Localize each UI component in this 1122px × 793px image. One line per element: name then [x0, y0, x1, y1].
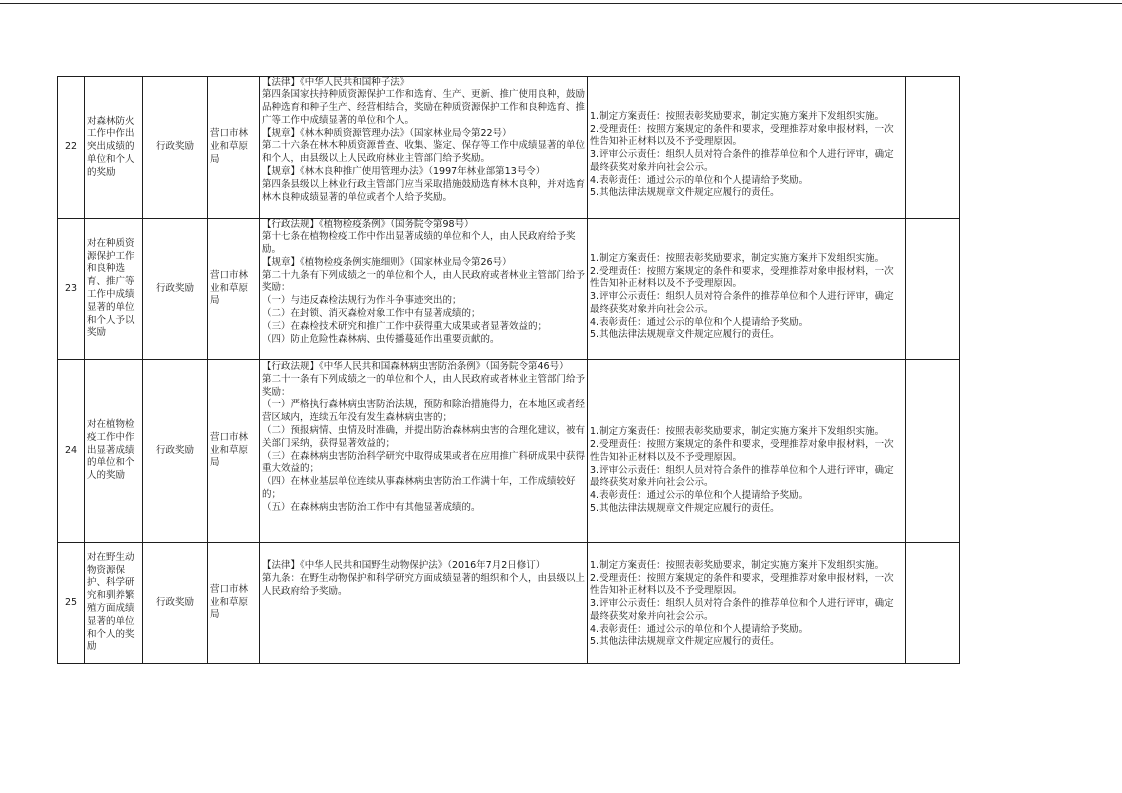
implementing-dept: 营口市林业和草原局 — [208, 543, 260, 664]
responsibility-line: 5.其他法律法规规章文件规定应履行的责任。 — [590, 329, 780, 341]
item-type: 行政奖励 — [143, 219, 208, 360]
responsibility-cell — [588, 360, 906, 543]
item-name: 对森林防火工作中作出突出成绩的单位和个人的奖励 — [85, 77, 143, 219]
responsibility-cell — [588, 77, 906, 219]
legal-basis-line: （三）在森林病虫害防治科学研究中取得成果或者在应用推广科研成果中获得重大效益的； — [262, 450, 585, 475]
implementing-dept: 营口市林业和草原局 — [208, 77, 260, 219]
legal-basis-line: 第二十九条有下列成绩之一的单位和个人，由人民政府或者林业主管部门给予奖励： — [262, 269, 585, 294]
responsibility-line: 4.表彰责任：通过公示的单位和个人提请给予奖励。 — [590, 490, 809, 502]
item-name: 对在种质资源保护工作和良种选育、推广等工作中成绩显著的单位和个人予以奖励 — [85, 219, 143, 360]
row-number: 22 — [58, 77, 85, 219]
responsibility-line: 5.其他法律法规规章文件规定应履行的责任。 — [590, 187, 780, 199]
remarks-cell — [906, 77, 960, 219]
responsibility-line: 1.制定方案责任：按照表彰奖励要求，制定实施方案并下发组织实施。 — [590, 110, 885, 122]
legal-basis-line: 【行政法规】《植物检疫条例》（国务院令第98号） — [262, 218, 474, 230]
legal-basis-cell — [260, 543, 588, 664]
item-name: 对在植物检疫工作中作出显著成绩的单位和个人的奖励 — [85, 360, 143, 543]
legal-basis-line: 【规章】《林木良种推广使用管理办法》（1997年林业部第13号令） — [262, 166, 546, 178]
legal-basis-line: 【规章】《林木种质资源管理办法》（国家林业局令第22号） — [262, 127, 512, 139]
implementing-dept: 营口市林业和草原局 — [208, 219, 260, 360]
responsibility-line: 1.制定方案责任：按照表彰奖励要求，制定实施方案并下发组织实施。 — [590, 252, 885, 264]
legal-basis-line: 第四条县级以上林业行政主管部门应当采取措施鼓励选育林木良种，并对选育林木良种成绩显著的单位或者个人给予奖励。 — [262, 178, 585, 203]
legal-basis-line: （四）防止危险性森林病、虫传播蔓延作出重要贡献的。 — [262, 333, 500, 345]
remarks-cell — [906, 360, 960, 543]
responsibility-line: 3.评审公示责任：组织人员对符合条件的推荐单位和个人进行评审，确定最终获奖对象并向社会公示。 — [590, 464, 894, 489]
responsibility-line: 1.制定方案责任：按照表彰奖励要求，制定实施方案并下发组织实施。 — [590, 426, 885, 438]
remarks-cell — [906, 543, 960, 664]
legal-basis-line: 【规章】《植物检疫条例实施细则》（国家林业局令第26号） — [262, 256, 512, 268]
responsibility-line: 5.其他法律法规规章文件规定应履行的责任。 — [590, 502, 780, 514]
responsibility-line: 5.其他法律法规规章文件规定应履行的责任。 — [590, 636, 780, 648]
responsibility-cell — [588, 543, 906, 664]
responsibility-text — [590, 95, 903, 201]
legal-basis-line: 【法律】《中华人民共和国野生动物保护法》（2016年7月2日修订） — [262, 560, 546, 571]
legal-basis-line: （三）在森检技术研究和推广工作中获得重大成果或者显著效益的； — [262, 320, 548, 332]
responsibility-line: 4.表彰责任：通过公示的单位和个人提请给予奖励。 — [590, 623, 809, 635]
legal-basis-line: （一）严格执行森林病虫害防治法规，预防和除治措施得力，在本地区或者经营区域内，连续五年没有发生森林病虫害的； — [262, 399, 585, 424]
row-number: 23 — [58, 219, 85, 360]
legal-basis-line: （二）在封锁、消灭森检对象工作中有显著成绩的； — [262, 308, 481, 320]
responsibility-line: 2.受理责任：按照方案规定的条件和要求，受理推荐对象申报材料，一次性告知补正材料以及不予受理原因。 — [590, 572, 894, 597]
legal-basis-text — [262, 543, 585, 664]
top-rule — [0, 3, 1122, 4]
responsibility-text — [590, 557, 903, 650]
responsibility-line: 4.表彰责任：通过公示的单位和个人提请给予奖励。 — [590, 174, 809, 186]
legal-basis-line: 第九条：在野生动物保护和科学研究方面成绩显著的组织和个人，由县级以上人民政府给予奖励。 — [262, 572, 585, 597]
responsibility-line: 3.评审公示责任：组织人员对符合条件的推荐单位和个人进行评审，确定最终获奖对象并向社会公示。 — [590, 149, 894, 173]
responsibility-line: 2.受理责任：按照方案规定的条件和要求，受理推荐对象申报材料，一次性告知补正材料以及不予受理原因。 — [590, 123, 894, 148]
legal-basis-line: 【行政法规】《中华人民共和国森林病虫害防治条例》（国务院令第46号） — [262, 361, 569, 372]
legal-basis-cell — [260, 219, 588, 360]
legal-basis-cell — [260, 77, 588, 219]
legal-basis-line: （四）在林业基层单位连续从事森林病虫害防治工作满十年，工作成绩较好的； — [262, 476, 576, 500]
legal-basis-line: 第二十六条在林木种质资源普查、收集、鉴定、保存等工作中成绩显著的单位和个人，由县级以上人民政府林业主管部门给予奖励。 — [262, 140, 585, 165]
remarks-cell — [906, 219, 960, 360]
responsibility-line: 4.表彰责任：通过公示的单位和个人提请给予奖励。 — [590, 316, 809, 328]
legal-basis-line: （二）预报病情、虫情及时准确，并提出防治森林病虫害的合理化建议，被有关部门采纳，获得显著效益的； — [262, 424, 585, 449]
table-body — [58, 77, 960, 664]
legal-basis-text — [262, 219, 585, 357]
row-number: 24 — [58, 360, 85, 543]
table-row — [58, 543, 960, 664]
legal-basis-cell — [260, 360, 588, 543]
item-name: 对在野生动物资源保护、科学研究和驯养繁殖方面成绩显著的单位和个人的奖励 — [85, 543, 143, 664]
legal-basis-text — [262, 361, 585, 541]
implementing-dept: 营口市林业和草原局 — [208, 360, 260, 543]
responsibility-line: 3.评审公示责任：组织人员对符合条件的推荐单位和个人进行评审，确定最终获奖对象并向社会公示。 — [590, 291, 894, 315]
row-number: 25 — [58, 543, 85, 664]
legal-basis-line: 第二十一条有下列成绩之一的单位和个人，由人民政府或者林业主管部门给予奖励： — [262, 373, 585, 398]
legal-basis-line: （一）与违反森检法规行为作斗争事迹突出的； — [262, 295, 462, 307]
responsibility-text — [590, 386, 903, 516]
legal-basis-text — [262, 77, 585, 216]
item-type: 行政奖励 — [143, 77, 208, 219]
legal-basis-line: 第四条国家扶持种质资源保护工作和选育、生产、更新、推广使用良种，鼓励品种选育和种子生产、经营相结合，奖励在种质资源保护工作和良种选育、推广等工作中成绩显著的单位和个人。 — [262, 89, 585, 126]
legal-basis-line: 第十七条在植物检疫工作中作出显著成绩的单位和个人，由人民政府给予奖励。 — [262, 231, 576, 256]
power-list-table — [57, 76, 960, 664]
responsibility-line: 2.受理责任：按照方案规定的条件和要求，受理推荐对象申报材料，一次性告知补正材料以及不予受理原因。 — [590, 439, 894, 463]
legal-basis-line: 【法律】《中华人民共和国种子法》 — [262, 76, 410, 88]
table-row — [58, 360, 960, 543]
item-type: 行政奖励 — [143, 360, 208, 543]
table-row — [58, 77, 960, 219]
responsibility-text — [590, 236, 903, 343]
item-type: 行政奖励 — [143, 543, 208, 664]
legal-basis-line: （五）在森林病虫害防治工作中有其他显著成绩的。 — [262, 501, 481, 513]
responsibility-line: 3.评审公示责任：组织人员对符合条件的推荐单位和个人进行评审，确定最终获奖对象并向社会公示。 — [590, 598, 894, 622]
responsibility-cell — [588, 219, 906, 360]
responsibility-line: 1.制定方案责任：按照表彰奖励要求，制定实施方案并下发组织实施。 — [590, 559, 885, 571]
responsibility-line: 2.受理责任：按照方案规定的条件和要求，受理推荐对象申报材料，一次性告知补正材料以及不予受理原因。 — [590, 265, 894, 290]
table-row — [58, 219, 960, 360]
